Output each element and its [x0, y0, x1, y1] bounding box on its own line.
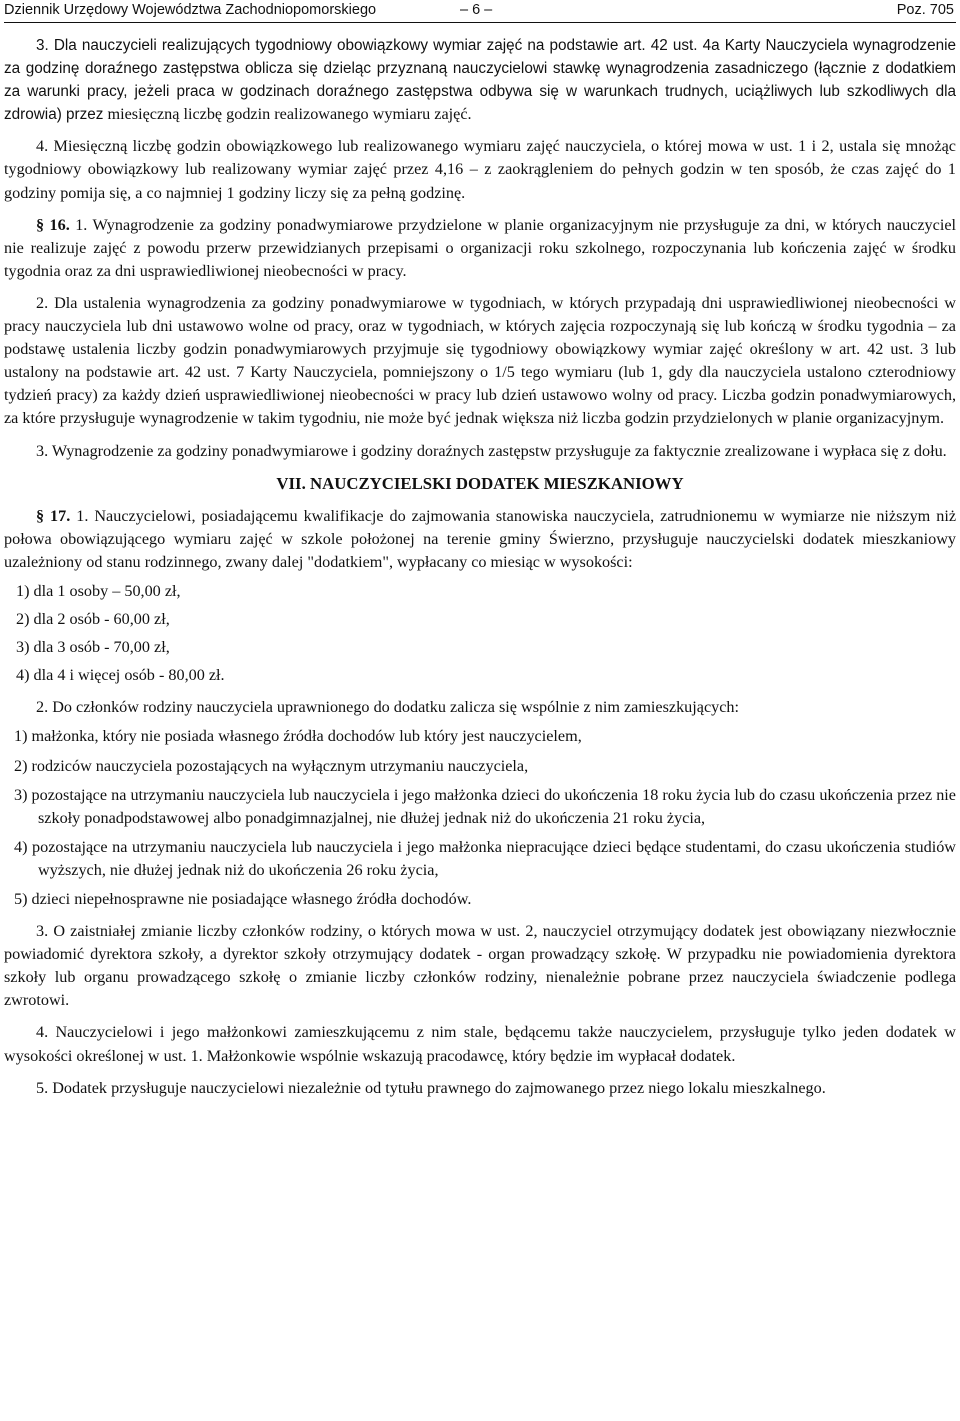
family-members-list: [4, 725, 956, 911]
paragraph-17-1-text: 1. Nauczycielowi, posiadającemu kwalifikacje do zajmowania stanowiska nauczyciela, zatrudnionemu w wymiarze nie niższym niż połowa obowiązującego wymiaru zajęć w szkole położonej na terenie gminy Świerzno, przysługuje nauczycielski dodatek mieszkaniowy uzależniony od stanu rodzinnego, zwany dalej "dodatkiem", wypłacany co miesiąc w wysokości:: [4, 506, 957, 571]
page-number: – 6 –: [460, 2, 493, 18]
list-item: 2) rodziców nauczyciela pozostających na wyłącznym utrzymaniu nauczyciela,: [14, 756, 529, 775]
paragraph-15-3-sans: 3. Dla nauczycieli realizujących tygodniowy obowiązkowy wymiar zajęć na podstawie art. 42 ust. 4a Karty Nauczyciela wynagrodzenie za godzinę doraźnego zastępstwa oblicza się dzieląc przyznaną nauczycielowi stawkę wynagrodzenia zasadniczego (łącznie z dodatkiem za warunki pracy, jeżeli praca w godzinach doraźnego zastępstwa odbywa się w warunkach trudnych, uciążliwych lub szkodliwych dla zdrowia) przez: [4, 37, 956, 124]
paragraph-15-3-tail: miesięczną liczbę godzin realizowanego wymiaru zajęć.: [107, 105, 472, 124]
section-17-number: § 17.: [36, 506, 71, 525]
paragraph-16-3: 3. Wynagrodzenie za godziny ponadwymiarowe i godziny doraźnych zastępstw przysługuje za faktycznie zrealizowane i wypłaca się z dołu.: [36, 441, 947, 460]
list-item: 1) małżonka, który nie posiada własnego źródła dochodów lub który jest nauczycielem,: [14, 727, 582, 746]
list-item: 5) dzieci niepełnosprawne nie posiadające własnego źródła dochodów.: [14, 890, 472, 908]
list-item: 1) dla 1 osoby – 50,00 zł,: [16, 581, 181, 600]
paragraph-17-5: 5. Dodatek przysługuje nauczycielowi niezależnie od tytułu prawnego do zajmowanego przez niego lokalu mieszkalnego.: [36, 1078, 826, 1097]
paragraph-16-2: 2. Dla ustalenia wynagrodzenia za godziny ponadwymiarowe w tygodniach, w których przypadają dni usprawiedliwionej nieobecności w pracy nauczyciela lub dni ustawowo wolne od pracy, oraz w tygodniach, w których zajęcia rozpoczynają się lub kończą w środku tygodnia – za podstawę ustalenia liczby godzin ponadwymiarowych przyjmuje się tygodniowy obowiązkowy wymiar zajęć określony w art. 42 ust. 3 lub ustalony na podstawie art. 42 ust. 7 Karty Nauczyciela, pomniejszony o 1/5 tego wymiaru (lub 1, gdy dla nauczyciela ustalono czterodniowy tydzień pracy) za każdy dzień usprawiedliwionej nieobecności w pracy lub dzień ustawowo wolny od pracy. Liczba godzin ponadwymiarowych, za które przysługuje wynagrodzenie w takim tygodniu, nie może być jednak większa niż liczba godzin przydzielonych w planie organizacyjnym.: [4, 293, 956, 428]
document-body: [4, 34, 956, 1109]
paragraph-15-3: [4, 34, 956, 126]
paragraph-15-4: 4. Miesięczną liczbę godzin obowiązkowego lub realizowanego wymiaru zajęć nauczyciela, o której mowa w ust. 1 i 2, ustala się mnożąc tygodniowy obowiązkowy lub realizowany wymiar zajęć przez 4,16 – z zaokrągleniem do pełnych godzin w ten sposób, że czas zajęć do 1 godziny pomija się, a co najmniej 1 godziny liczy się za pełną godzinę.: [4, 137, 956, 202]
section-16-number: § 16.: [36, 215, 70, 234]
paragraph-17-1: [4, 505, 956, 574]
list-item: 4) dla 4 i więcej osób - 80,00 zł.: [16, 666, 225, 685]
paragraph-17-4: 4. Nauczycielowi i jego małżonkowi zamieszkującemu z nim stale, będącemu także nauczycielem, przysługuje tylko jeden dodatek w wysokości określonej w ust. 1. Małżonkowie wspólnie wskazują pracodawcę, który będzie im wypłacał dodatek.: [4, 1023, 956, 1065]
list-item: 2) dla 2 osób - 60,00 zł,: [16, 610, 170, 629]
allowance-amounts-list: [4, 580, 956, 687]
page-header: [0, 0, 960, 24]
journal-title: Dziennik Urzędowy Województwa Zachodniopomorskiego: [4, 2, 377, 18]
paragraph-16-1-text: 1. Wynagrodzenie za godziny ponadwymiarowe przydzielone w planie organizacyjnym nie przysługuje za dni, w których nauczyciel nie realizuje zajęć z powodu przerw przewidzianych przepisami o organizacji roku szkolnego, rozpoczynania lub kończenia zajęć w środku tygodnia oraz za dni usprawiedliwionej nieobecności w pracy.: [4, 215, 957, 280]
paragraph-16-1: [4, 214, 956, 283]
paragraph-17-3: 3. O zaistniałej zmianie liczby członków rodziny, o których mowa w ust. 2, nauczyciel otrzymujący dodatek jest obowiązany niezwłocznie powiadomić dyrektora szkoły, a dyrektor szkoły otrzymujący dodatek - organ prowadzący szkołę. W przypadku nie powiadomienia dyrektora szkoły lub organu prowadzącego szkołę o zmianie liczby członków rodziny, nienależnie pobrane przez nauczyciela świadczenie podlega zwrotowi.: [4, 922, 956, 1010]
list-item: 4) pozostające na utrzymaniu nauczyciela lub nauczyciela i jego małżonka niepracujące dzieci będące studentami, do czasu ukończenia studiów wyższych, nie dłużej jednak niż do ukończenia 26 roku życia,: [14, 837, 956, 879]
position-number: Poz. 705: [896, 2, 954, 18]
paragraph-17-2: 2. Do członków rodziny nauczyciela uprawnionego do dodatku zalicza się wspólnie z nim zamieszkujących:: [36, 698, 740, 717]
section-heading: VII. NAUCZYCIELSKI DODATEK MIESZKANIOWY: [276, 473, 684, 493]
header-divider: [4, 22, 956, 23]
list-item: 3) pozostające na utrzymaniu nauczyciela lub nauczyciela i jego małżonka dzieci do ukończenia 18 roku życia lub do czasu ukończenia przez nie szkoły ponadpodstawowej albo ponadgimnazjalnej, nie dłużej jednak niż do ukończenia 21 roku życia,: [14, 785, 956, 827]
list-item: 3) dla 3 osób - 70,00 zł,: [16, 638, 170, 657]
